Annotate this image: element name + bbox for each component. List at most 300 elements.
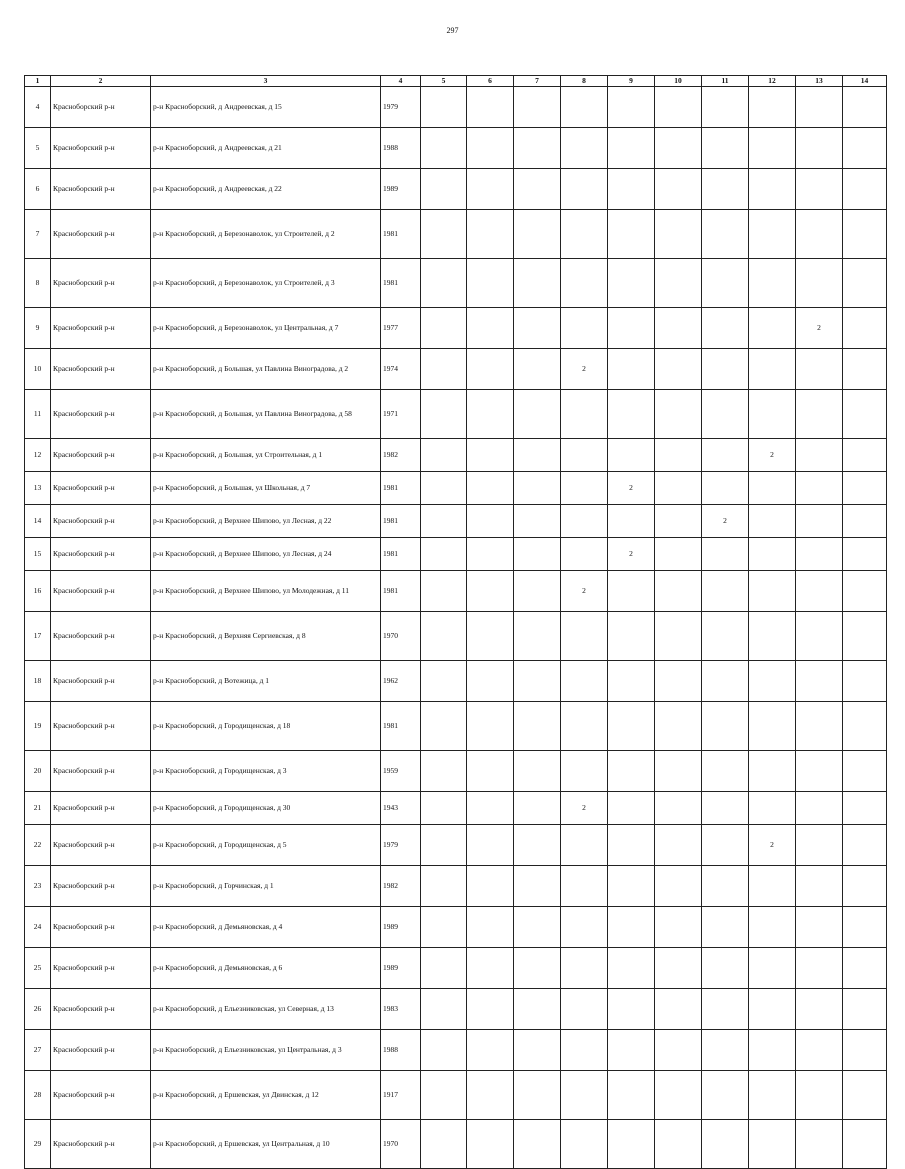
mark-cell-col-9 [608,907,655,948]
address-cell: р-н Красноборский, д Ершевская, ул Центральная, д 10 [151,1120,381,1169]
mark-cell-col-6 [467,1071,514,1120]
year-cell: 1981 [381,505,421,538]
mark-cell-col-7 [514,792,561,825]
row-number: 29 [25,1120,51,1169]
mark-cell-col-10 [655,948,702,989]
row-number: 6 [25,169,51,210]
mark-cell-col-5 [421,571,467,612]
mark-cell-col-9 [608,989,655,1030]
address-cell: р-н Красноборский, д Большая, ул Павлина Виноградова, д 2 [151,349,381,390]
year-cell: 1988 [381,1030,421,1071]
mark-cell-col-14 [843,571,887,612]
district-cell: Красноборский р-н [51,792,151,825]
mark-cell-col-6 [467,538,514,571]
year-cell: 1989 [381,948,421,989]
year-cell: 1977 [381,308,421,349]
year-cell: 1981 [381,472,421,505]
mark-cell-col-7 [514,612,561,661]
mark-cell-col-12 [749,751,796,792]
row-number: 4 [25,87,51,128]
mark-cell-col-8 [561,472,608,505]
mark-cell-col-11 [702,128,749,169]
mark-cell-col-13 [796,612,843,661]
mark-cell-col-12 [749,472,796,505]
mark-cell-col-11 [702,661,749,702]
mark-cell-col-13 [796,169,843,210]
mark-cell-col-11: 2 [702,505,749,538]
mark-cell-col-13 [796,907,843,948]
mark-cell-col-5 [421,169,467,210]
mark-cell-col-11 [702,751,749,792]
row-number: 22 [25,825,51,866]
column-header-1: 1 [25,76,51,87]
mark-cell-col-5 [421,948,467,989]
district-cell: Красноборский р-н [51,439,151,472]
mark-cell-col-9 [608,825,655,866]
mark-cell-col-12 [749,349,796,390]
mark-cell-col-11 [702,907,749,948]
mark-cell-col-8 [561,128,608,169]
district-cell: Красноборский р-н [51,751,151,792]
mark-cell-col-13 [796,825,843,866]
row-number: 5 [25,128,51,169]
mark-cell-col-14 [843,612,887,661]
mark-cell-col-13 [796,439,843,472]
mark-cell-col-9 [608,866,655,907]
column-header-5: 5 [421,76,467,87]
district-cell: Красноборский р-н [51,1120,151,1169]
mark-cell-col-14 [843,792,887,825]
mark-cell-col-14 [843,948,887,989]
mark-cell-col-10 [655,128,702,169]
mark-cell-col-6 [467,792,514,825]
district-cell: Красноборский р-н [51,210,151,259]
mark-cell-col-7 [514,1071,561,1120]
table-row [25,661,887,702]
year-cell: 1983 [381,989,421,1030]
mark-cell-col-8 [561,866,608,907]
mark-cell-col-5 [421,661,467,702]
mark-cell-col-11 [702,259,749,308]
district-cell: Красноборский р-н [51,702,151,751]
row-number: 12 [25,439,51,472]
district-cell: Красноборский р-н [51,538,151,571]
row-number: 10 [25,349,51,390]
mark-cell-col-11 [702,989,749,1030]
mark-cell-col-13 [796,751,843,792]
mark-cell-col-6 [467,349,514,390]
mark-cell-col-5 [421,825,467,866]
district-cell: Красноборский р-н [51,169,151,210]
address-cell: р-н Красноборский, д Городищенская, д 3 [151,751,381,792]
mark-cell-col-9: 2 [608,538,655,571]
mark-cell-col-8 [561,612,608,661]
mark-cell-col-12 [749,702,796,751]
mark-cell-col-14 [843,1120,887,1169]
address-cell: р-н Красноборский, д Вотежица, д 1 [151,661,381,702]
mark-cell-col-11 [702,538,749,571]
row-number: 7 [25,210,51,259]
mark-cell-col-5 [421,472,467,505]
mark-cell-col-6 [467,505,514,538]
mark-cell-col-8 [561,825,608,866]
mark-cell-col-6 [467,87,514,128]
address-cell: р-н Красноборский, д Ельезниковская, ул Центральная, д 3 [151,1030,381,1071]
mark-cell-col-14 [843,472,887,505]
mark-cell-col-14 [843,866,887,907]
mark-cell-col-10 [655,571,702,612]
mark-cell-col-13 [796,1071,843,1120]
year-cell: 1979 [381,825,421,866]
mark-cell-col-8 [561,259,608,308]
mark-cell-col-11 [702,792,749,825]
address-cell: р-н Красноборский, д Верхнее Шипово, ул Лесная, д 24 [151,538,381,571]
mark-cell-col-6 [467,210,514,259]
table-row [25,439,887,472]
mark-cell-col-5 [421,259,467,308]
mark-cell-col-6 [467,571,514,612]
address-cell: р-н Красноборский, д Ершевская, ул Двинская, д 12 [151,1071,381,1120]
mark-cell-col-12 [749,571,796,612]
mark-cell-col-6 [467,907,514,948]
district-cell: Красноборский р-н [51,866,151,907]
mark-cell-col-13 [796,661,843,702]
table-row [25,169,887,210]
row-number: 25 [25,948,51,989]
address-cell: р-н Красноборский, д Березонаволок, ул Строителей, д 2 [151,210,381,259]
mark-cell-col-13 [796,390,843,439]
mark-cell-col-12 [749,948,796,989]
mark-cell-col-14 [843,259,887,308]
district-cell: Красноборский р-н [51,505,151,538]
mark-cell-col-13 [796,989,843,1030]
mark-cell-col-10 [655,538,702,571]
mark-cell-col-11 [702,1120,749,1169]
row-number: 20 [25,751,51,792]
address-cell: р-н Красноборский, д Верхнее Шипово, ул Лесная, д 22 [151,505,381,538]
address-cell: р-н Красноборский, д Андреевская, д 22 [151,169,381,210]
mark-cell-col-9 [608,1120,655,1169]
mark-cell-col-12 [749,1120,796,1169]
mark-cell-col-9 [608,210,655,259]
table-row [25,792,887,825]
mark-cell-col-5 [421,505,467,538]
mark-cell-col-8 [561,169,608,210]
address-cell: р-н Красноборский, д Городищенская, д 18 [151,702,381,751]
mark-cell-col-10 [655,87,702,128]
district-cell: Красноборский р-н [51,308,151,349]
mark-cell-col-7 [514,308,561,349]
year-cell: 1943 [381,792,421,825]
year-cell: 1917 [381,1071,421,1120]
mark-cell-col-8 [561,751,608,792]
mark-cell-col-11 [702,948,749,989]
mark-cell-col-8 [561,907,608,948]
row-number: 23 [25,866,51,907]
mark-cell-col-6 [467,308,514,349]
table-header [25,76,887,87]
row-number: 27 [25,1030,51,1071]
mark-cell-col-8 [561,308,608,349]
mark-cell-col-11 [702,1030,749,1071]
mark-cell-col-13 [796,866,843,907]
mark-cell-col-7 [514,866,561,907]
mark-cell-col-7 [514,907,561,948]
mark-cell-col-5 [421,349,467,390]
mark-cell-col-10 [655,661,702,702]
column-header-3: 3 [151,76,381,87]
housing-register-table [24,75,887,1169]
column-header-11: 11 [702,76,749,87]
column-header-12: 12 [749,76,796,87]
row-number: 8 [25,259,51,308]
mark-cell-col-8 [561,989,608,1030]
mark-cell-col-6 [467,390,514,439]
mark-cell-col-6 [467,259,514,308]
district-cell: Красноборский р-н [51,612,151,661]
mark-cell-col-13 [796,349,843,390]
mark-cell-col-7 [514,702,561,751]
table-row [25,866,887,907]
year-cell: 1979 [381,87,421,128]
year-cell: 1989 [381,907,421,948]
mark-cell-col-14 [843,661,887,702]
mark-cell-col-6 [467,472,514,505]
mark-cell-col-7 [514,1120,561,1169]
mark-cell-col-11 [702,1071,749,1120]
year-cell: 1971 [381,390,421,439]
row-number: 19 [25,702,51,751]
mark-cell-col-11 [702,866,749,907]
mark-cell-col-7 [514,349,561,390]
table-body [25,87,887,1169]
column-header-6: 6 [467,76,514,87]
table-row [25,1120,887,1169]
mark-cell-col-9 [608,571,655,612]
mark-cell-col-14 [843,87,887,128]
row-number: 21 [25,792,51,825]
mark-cell-col-12 [749,128,796,169]
mark-cell-col-6 [467,948,514,989]
mark-cell-col-6 [467,825,514,866]
mark-cell-col-14 [843,907,887,948]
district-cell: Красноборский р-н [51,989,151,1030]
mark-cell-col-6 [467,661,514,702]
mark-cell-col-8 [561,1030,608,1071]
mark-cell-col-9 [608,439,655,472]
mark-cell-col-12 [749,792,796,825]
mark-cell-col-5 [421,538,467,571]
mark-cell-col-6 [467,1030,514,1071]
address-cell: р-н Красноборский, д Городищенская, д 30 [151,792,381,825]
mark-cell-col-8: 2 [561,349,608,390]
address-cell: р-н Красноборский, д Большая, ул Строительная, д 1 [151,439,381,472]
mark-cell-col-9: 2 [608,472,655,505]
mark-cell-col-14 [843,1030,887,1071]
mark-cell-col-5 [421,792,467,825]
mark-cell-col-5 [421,87,467,128]
mark-cell-col-7 [514,505,561,538]
mark-cell-col-6 [467,439,514,472]
mark-cell-col-8 [561,661,608,702]
mark-cell-col-10 [655,169,702,210]
year-cell: 1962 [381,661,421,702]
mark-cell-col-7 [514,390,561,439]
mark-cell-col-5 [421,439,467,472]
mark-cell-col-8 [561,87,608,128]
mark-cell-col-9 [608,792,655,825]
mark-cell-col-11 [702,169,749,210]
mark-cell-col-9 [608,169,655,210]
address-cell: р-н Красноборский, д Демьяновская, д 6 [151,948,381,989]
mark-cell-col-7 [514,87,561,128]
mark-cell-col-5 [421,866,467,907]
mark-cell-col-9 [608,259,655,308]
mark-cell-col-9 [608,751,655,792]
mark-cell-col-13 [796,472,843,505]
mark-cell-col-12 [749,308,796,349]
mark-cell-col-9 [608,702,655,751]
mark-cell-col-5 [421,1120,467,1169]
year-cell: 1981 [381,538,421,571]
mark-cell-col-12 [749,661,796,702]
year-cell: 1988 [381,128,421,169]
district-cell: Красноборский р-н [51,390,151,439]
mark-cell-col-8 [561,1120,608,1169]
mark-cell-col-11 [702,612,749,661]
address-cell: р-н Красноборский, д Андреевская, д 21 [151,128,381,169]
district-cell: Красноборский р-н [51,1030,151,1071]
table-row [25,505,887,538]
mark-cell-col-7 [514,989,561,1030]
mark-cell-col-11 [702,87,749,128]
address-cell: р-н Красноборский, д Городищенская, д 5 [151,825,381,866]
mark-cell-col-11 [702,702,749,751]
year-cell: 1981 [381,210,421,259]
mark-cell-col-9 [608,390,655,439]
mark-cell-col-14 [843,538,887,571]
mark-cell-col-6 [467,751,514,792]
row-number: 18 [25,661,51,702]
year-cell: 1970 [381,1120,421,1169]
mark-cell-col-8 [561,538,608,571]
address-cell: р-н Красноборский, д Большая, ул Школьная, д 7 [151,472,381,505]
table-row [25,472,887,505]
column-header-2: 2 [51,76,151,87]
year-cell: 1982 [381,439,421,472]
table-row [25,210,887,259]
address-cell: р-н Красноборский, д Горчинская, д 1 [151,866,381,907]
mark-cell-col-14 [843,505,887,538]
mark-cell-col-10 [655,989,702,1030]
address-cell: р-н Красноборский, д Андреевская, д 15 [151,87,381,128]
mark-cell-col-7 [514,538,561,571]
mark-cell-col-13 [796,571,843,612]
column-header-14: 14 [843,76,887,87]
mark-cell-col-6 [467,1120,514,1169]
year-cell: 1981 [381,571,421,612]
table-row [25,308,887,349]
mark-cell-col-7 [514,259,561,308]
mark-cell-col-5 [421,1071,467,1120]
mark-cell-col-9 [608,308,655,349]
mark-cell-col-7 [514,169,561,210]
row-number: 17 [25,612,51,661]
table-row [25,1071,887,1120]
district-cell: Красноборский р-н [51,1071,151,1120]
mark-cell-col-12 [749,210,796,259]
mark-cell-col-10 [655,866,702,907]
year-cell: 1959 [381,751,421,792]
row-number: 16 [25,571,51,612]
mark-cell-col-7 [514,439,561,472]
mark-cell-col-12 [749,1071,796,1120]
column-header-8: 8 [561,76,608,87]
mark-cell-col-5 [421,907,467,948]
mark-cell-col-12: 2 [749,439,796,472]
mark-cell-col-8 [561,1071,608,1120]
district-cell: Красноборский р-н [51,349,151,390]
mark-cell-col-7 [514,751,561,792]
mark-cell-col-11 [702,439,749,472]
mark-cell-col-7 [514,825,561,866]
year-cell: 1981 [381,259,421,308]
mark-cell-col-8: 2 [561,571,608,612]
address-cell: р-н Красноборский, д Ельезниковская, ул Северная, д 13 [151,989,381,1030]
mark-cell-col-9 [608,948,655,989]
mark-cell-col-12 [749,538,796,571]
mark-cell-col-12 [749,505,796,538]
district-cell: Красноборский р-н [51,87,151,128]
mark-cell-col-10 [655,1120,702,1169]
table-row [25,571,887,612]
mark-cell-col-10 [655,825,702,866]
mark-cell-col-12 [749,907,796,948]
mark-cell-col-10 [655,1071,702,1120]
mark-cell-col-14 [843,210,887,259]
table-row [25,989,887,1030]
district-cell: Красноборский р-н [51,571,151,612]
mark-cell-col-14 [843,1071,887,1120]
mark-cell-col-11 [702,571,749,612]
address-cell: р-н Красноборский, д Верхняя Сергиевская, д 8 [151,612,381,661]
mark-cell-col-9 [608,505,655,538]
mark-cell-col-14 [843,349,887,390]
mark-cell-col-10 [655,259,702,308]
district-cell: Красноборский р-н [51,472,151,505]
table-row [25,825,887,866]
mark-cell-col-6 [467,702,514,751]
mark-cell-col-6 [467,612,514,661]
mark-cell-col-12 [749,866,796,907]
mark-cell-col-13 [796,128,843,169]
address-cell: р-н Красноборский, д Березонаволок, ул Центральная, д 7 [151,308,381,349]
mark-cell-col-5 [421,751,467,792]
column-header-9: 9 [608,76,655,87]
row-number: 26 [25,989,51,1030]
mark-cell-col-5 [421,989,467,1030]
mark-cell-col-8 [561,948,608,989]
mark-cell-col-7 [514,661,561,702]
mark-cell-col-11 [702,308,749,349]
mark-cell-col-12: 2 [749,825,796,866]
mark-cell-col-9 [608,1071,655,1120]
table-row [25,612,887,661]
mark-cell-col-7 [514,571,561,612]
mark-cell-col-6 [467,989,514,1030]
mark-cell-col-10 [655,308,702,349]
mark-cell-col-12 [749,87,796,128]
